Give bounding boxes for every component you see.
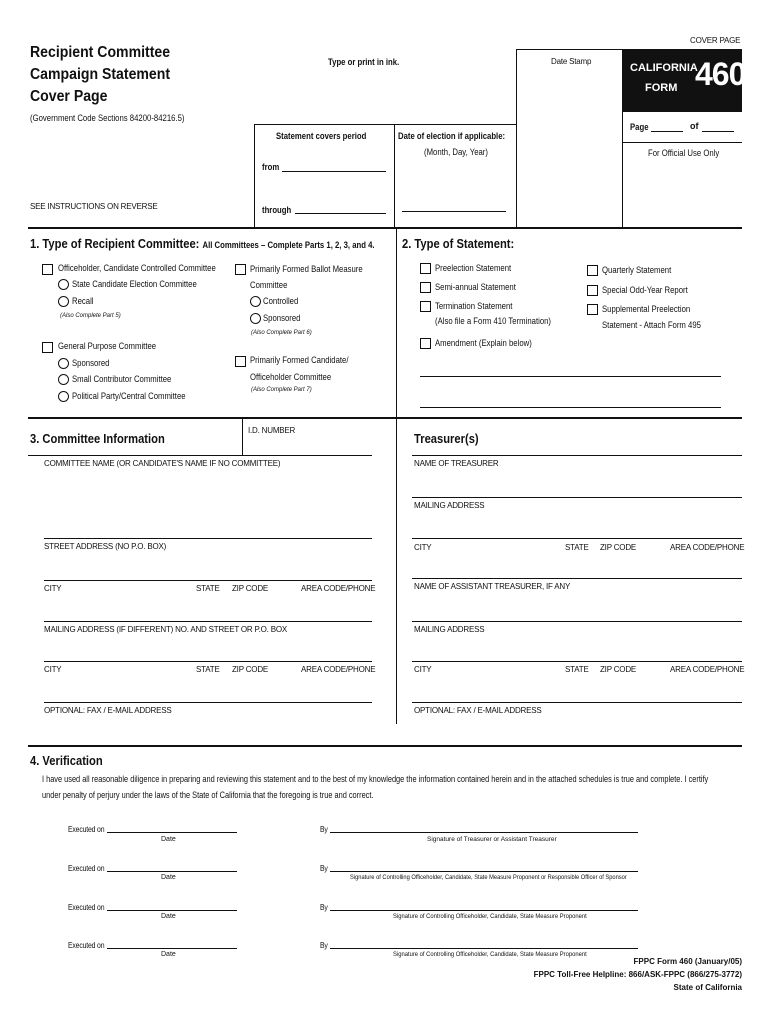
- section1-title-text: 1. Type of Recipient Committee:: [30, 236, 200, 251]
- sponsored-ballot-label: Sponsored: [263, 313, 301, 323]
- signature-caption-4: Signature of Controlling Officeholder, Candidate, State Measure Proponent: [393, 951, 587, 958]
- date-stamp-label: Date Stamp: [551, 57, 592, 66]
- semiannual-checkbox[interactable]: [420, 282, 431, 293]
- candidate-officeholder-label-2: Officeholder Committee: [250, 372, 332, 382]
- sponsored-label: Sponsored: [72, 358, 110, 368]
- signature-line-1[interactable]: [330, 832, 638, 833]
- id-number-label: I.D. NUMBER: [248, 426, 296, 435]
- of-label: of: [690, 121, 699, 131]
- recall-radio[interactable]: [58, 296, 69, 307]
- section4-top-rule: [28, 745, 742, 747]
- treasurer-zip-label[interactable]: ZIP CODE: [600, 543, 637, 552]
- treasurer-city-label[interactable]: CITY: [414, 543, 432, 552]
- signature-line-2[interactable]: [330, 871, 638, 872]
- city-label-2[interactable]: CITY: [44, 665, 62, 674]
- committee-name-top: [28, 455, 372, 456]
- section1-subtitle: All Committees – Complete Parts 1, 2, 3, and 4.: [202, 240, 375, 250]
- zip-label-1[interactable]: ZIP CODE: [232, 584, 269, 593]
- form-title: [30, 42, 170, 108]
- month-day-year: (Month, Day, Year): [424, 147, 488, 157]
- executed-date-line-4[interactable]: [107, 948, 237, 949]
- recall-label: Recall: [72, 296, 94, 306]
- executed-on-1: Executed on: [68, 825, 105, 834]
- page-label: Page: [630, 122, 649, 132]
- verification-text-2: under penalty of perjury under the laws of the State of California that the foregoing is true and correct.: [42, 790, 374, 800]
- asst-mailing-line: [412, 621, 742, 622]
- by-label-2: By: [320, 864, 328, 873]
- asst-treasurer-line: [412, 578, 742, 579]
- asst-zip-label[interactable]: ZIP CODE: [600, 665, 637, 674]
- controlled-radio[interactable]: [250, 296, 261, 307]
- election-date-line[interactable]: [402, 211, 506, 212]
- asst-state-label[interactable]: STATE: [565, 665, 589, 674]
- executed-on-4: Executed on: [68, 941, 105, 950]
- by-label-1: By: [320, 825, 328, 834]
- cover-page-label: COVER PAGE: [690, 36, 741, 45]
- preelection-label: Preelection Statement: [435, 263, 512, 273]
- special-odd-year-checkbox[interactable]: [587, 285, 598, 296]
- signature-line-4[interactable]: [330, 948, 638, 949]
- official-use-label: For Official Use Only: [648, 148, 720, 158]
- optional-fax-label[interactable]: OPTIONAL: FAX / E-MAIL ADDRESS: [44, 706, 172, 715]
- treasurers-title: Treasurer(s): [414, 431, 479, 446]
- treasurer-name-line: [412, 455, 742, 456]
- ballot-measure-label-2: Committee: [250, 280, 288, 290]
- date-stamp-left-border: [516, 49, 517, 227]
- state-candidate-radio[interactable]: [58, 279, 69, 290]
- form-label: FORM: [645, 82, 678, 94]
- officeholder-checkbox[interactable]: [42, 264, 53, 275]
- preelection-checkbox[interactable]: [420, 263, 431, 274]
- executed-date-line-1[interactable]: [107, 832, 237, 833]
- supplemental-label-1: Supplemental Preelection: [602, 304, 691, 314]
- signature-line-3[interactable]: [330, 910, 638, 911]
- state-label-1[interactable]: STATE: [196, 584, 220, 593]
- treasurer-mailing-label[interactable]: MAILING ADDRESS: [414, 501, 485, 510]
- executed-on-3: Executed on: [68, 903, 105, 912]
- quarterly-checkbox[interactable]: [587, 265, 598, 276]
- signature-caption-3: Signature of Controlling Officeholder, Candidate, State Measure Proponent: [393, 913, 587, 920]
- general-purpose-label: General Purpose Committee: [58, 341, 157, 351]
- also-part6: (Also Complete Part 6): [251, 330, 312, 336]
- supplemental-checkbox[interactable]: [587, 304, 598, 315]
- street-address-line: [44, 538, 372, 539]
- city-line-2: [44, 661, 372, 662]
- section2-title: 2. Type of Statement:: [402, 236, 515, 251]
- section1-2-divider: [396, 228, 397, 417]
- page-total-line[interactable]: [702, 131, 734, 132]
- form-number: 460: [695, 56, 746, 92]
- special-odd-year-label: Special Odd-Year Report: [602, 285, 688, 295]
- also-part7: (Also Complete Part 7): [251, 387, 312, 393]
- amendment-checkbox[interactable]: [420, 338, 431, 349]
- small-contributor-label: Small Contributor Committee: [72, 374, 172, 384]
- area-phone-label-2[interactable]: AREA CODE/PHONE: [301, 665, 376, 674]
- treasurer-mailing-line: [412, 497, 742, 498]
- amendment-explain-line-2[interactable]: [420, 407, 721, 408]
- by-label-4: By: [320, 941, 328, 950]
- date-of-election-label: Date of election if applicable:: [398, 131, 506, 141]
- state-label-2[interactable]: STATE: [196, 665, 220, 674]
- date-label-2: Date: [161, 874, 176, 881]
- asst-fax-label[interactable]: OPTIONAL: FAX / E-MAIL ADDRESS: [414, 706, 542, 715]
- type-or-print: Type or print in ink.: [328, 57, 400, 67]
- section3-top-rule: [28, 417, 742, 419]
- section3-title: 3. Committee Information: [30, 431, 165, 446]
- executed-on-2: Executed on: [68, 864, 105, 873]
- signature-caption-1: Signature of Treasurer or Assistant Treasurer: [427, 836, 557, 843]
- period-box-left: [254, 124, 255, 227]
- page-number-line[interactable]: [651, 131, 683, 132]
- termination-checkbox[interactable]: [420, 301, 431, 312]
- asst-fax-line: [412, 702, 742, 703]
- footer-state: State of California: [673, 983, 742, 992]
- verification-text-1: I have used all reasonable diligence in preparing and reviewing this statement and to the best of my knowledge the information contained herein and in the attached schedules is true and complete. I certify: [42, 774, 709, 784]
- ballot-measure-checkbox[interactable]: [235, 264, 246, 275]
- city-label-1[interactable]: CITY: [44, 584, 62, 593]
- see-instructions: SEE INSTRUCTIONS ON REVERSE: [30, 202, 158, 211]
- treasurer-state-label[interactable]: STATE: [565, 543, 589, 552]
- political-party-radio[interactable]: [58, 391, 69, 402]
- executed-date-line-3[interactable]: [107, 910, 237, 911]
- signature-caption-2: Signature of Controlling Officeholder, Candidate, State Measure Proponent or Responsible Officer of Sponsor: [350, 874, 627, 881]
- from-date-line[interactable]: [282, 171, 386, 172]
- title-line-1: Recipient Committee: [30, 44, 171, 61]
- by-label-3: By: [320, 903, 328, 912]
- candidate-officeholder-checkbox[interactable]: [235, 356, 246, 367]
- footer-helpline: FPPC Toll-Free Helpline: 866/ASK-FPPC (866/275-3772): [533, 970, 742, 979]
- title-line-3: Cover Page: [30, 88, 108, 105]
- street-address-label[interactable]: STREET ADDRESS (NO P.O. BOX): [44, 542, 167, 551]
- period-box-top: [254, 124, 516, 125]
- small-contributor-radio[interactable]: [58, 374, 69, 385]
- date-label-3: Date: [161, 913, 176, 920]
- form-badge: [623, 50, 746, 112]
- section1-title: [30, 236, 375, 251]
- through-label: through: [262, 205, 292, 215]
- area-phone-label-1[interactable]: AREA CODE/PHONE: [301, 584, 376, 593]
- termination-label: Termination Statement: [435, 301, 513, 311]
- footer-form-version: FPPC Form 460 (January/05): [633, 957, 742, 966]
- mailing-diff-line: [44, 621, 372, 622]
- amendment-label: Amendment (Explain below): [435, 338, 532, 348]
- political-party-label: Political Party/Central Committee: [72, 391, 186, 401]
- controlled-label: Controlled: [263, 296, 299, 306]
- california-label: CALIFORNIA: [630, 62, 698, 74]
- treasurer-name-label[interactable]: NAME OF TREASURER: [414, 459, 499, 468]
- committee-name-label[interactable]: COMMITTEE NAME (OR CANDIDATE'S NAME IF NO COMMITTEE): [44, 459, 281, 468]
- asst-mailing-label[interactable]: MAILING ADDRESS: [414, 625, 485, 634]
- asst-phone-label[interactable]: AREA CODE/PHONE: [670, 665, 745, 674]
- supplemental-label-2: Statement - Attach Form 495: [602, 320, 701, 330]
- asst-city-label[interactable]: CITY: [414, 665, 432, 674]
- treasurer-phone-label[interactable]: AREA CODE/PHONE: [670, 543, 745, 552]
- statement-covers-label: Statement covers period: [276, 131, 367, 141]
- treasurer-city-line: [412, 538, 742, 539]
- semiannual-label: Semi-annual Statement: [435, 282, 516, 292]
- mailing-diff-label[interactable]: MAILING ADDRESS (IF DIFFERENT) NO. AND STREET OR P.O. BOX: [44, 625, 288, 634]
- optional-fax-line: [44, 702, 372, 703]
- section1-top-rule: [28, 227, 742, 229]
- section4-title: 4. Verification: [30, 753, 103, 768]
- quarterly-label: Quarterly Statement: [602, 265, 672, 275]
- official-use-rule: [622, 142, 742, 143]
- section3-divider: [396, 418, 397, 724]
- title-line-2: Campaign Statement: [30, 66, 171, 83]
- gov-code: (Government Code Sections 84200-84216.5): [30, 113, 185, 123]
- sponsored-radio[interactable]: [58, 358, 69, 369]
- asst-city-line: [412, 661, 742, 662]
- sponsored-ballot-radio[interactable]: [250, 313, 261, 324]
- also-part5: (Also Complete Part 5): [60, 313, 121, 319]
- id-number-left: [242, 418, 243, 456]
- date-label-4: Date: [161, 951, 176, 958]
- candidate-officeholder-label-1: Primarily Formed Candidate/: [250, 355, 349, 365]
- through-date-line[interactable]: [295, 213, 386, 214]
- amendment-explain-line-1[interactable]: [420, 376, 721, 377]
- zip-label-2[interactable]: ZIP CODE: [232, 665, 269, 674]
- city-line-1: [44, 580, 372, 581]
- ballot-measure-label-1: Primarily Formed Ballot Measure: [250, 264, 363, 274]
- asst-treasurer-label[interactable]: NAME OF ASSISTANT TREASURER, IF ANY: [414, 582, 571, 591]
- from-label: from: [262, 162, 280, 172]
- executed-date-line-2[interactable]: [107, 871, 237, 872]
- officeholder-label: Officeholder, Candidate Controlled Committee: [58, 263, 216, 273]
- state-candidate-label: State Candidate Election Committee: [72, 279, 197, 289]
- also-410-label: (Also file a Form 410 Termination): [435, 316, 552, 326]
- date-label-1: Date: [161, 836, 176, 843]
- general-purpose-checkbox[interactable]: [42, 342, 53, 353]
- period-box-divider: [394, 124, 395, 227]
